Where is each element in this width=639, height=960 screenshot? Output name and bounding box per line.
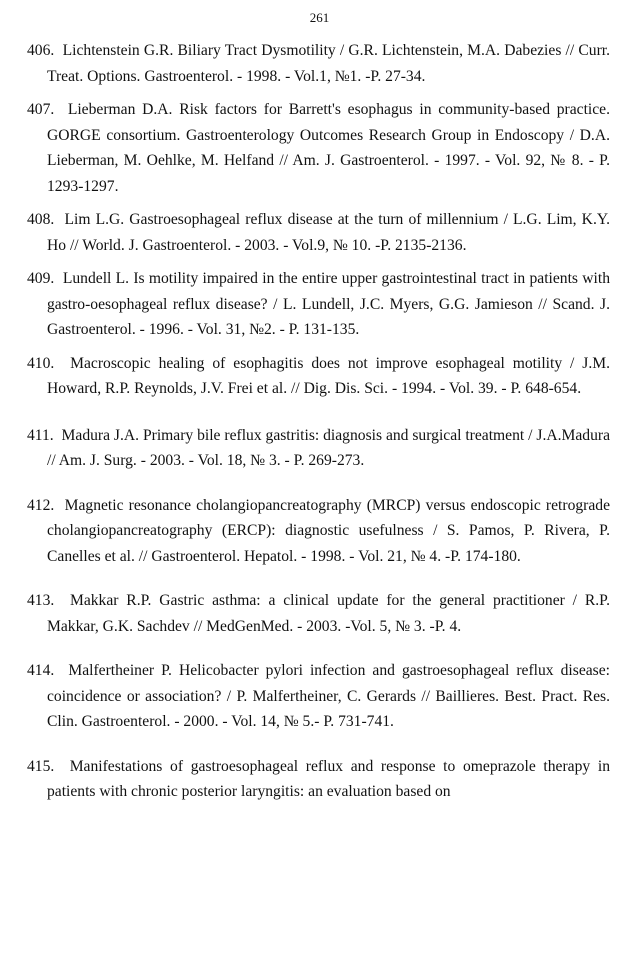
reference-number: 407. [27,101,55,118]
reference-number: 413. [27,592,55,609]
page-number: 261 [309,10,330,25]
reference-text: Manifestations of gastroesophageal reflux and response to omeprazole therapy in patients with chronic posterior laryngitis: an evaluation based on [47,757,611,800]
reference-item [27,38,610,89]
reference-number: 408. [27,211,55,228]
reference-list [27,38,610,805]
reference-text: Makkar R.P. Gastric asthma: a clinical update for the general practitioner / R.P. Makkar, G.K. Sachdev // MedGenMed. - 2003. -Vol. 5, № 3. -P. 4. [47,592,610,635]
reference-item [27,493,610,570]
reference-text: Malfertheiner P. Helicobacter pylori infection and gastroesophageal reflux disease: coincidence or association? / P. Malfertheiner, C. Gerards // Baillieres. Best. Pract. Res. Clin. Gastroenterol. - 2000. - Vol. 14, № 5.- P. 731-741. [47,662,610,730]
reference-item [27,97,610,199]
reference-text: Magnetic resonance cholangiopancreatography (MRCP) versus endoscopic retrograde cholangiopancreatography (ERCP): diagnostic usefulness / S. Pamos, P. Rivera, P. Canelles et al. // Gastroenterol. Hepatol. - 1998. - Vol. 21, № 4. -P. 174-180. [47,496,611,565]
reference-number: 412. [27,496,55,514]
reference-text: Lieberman D.A. Risk factors for Barrett's esophagus in community-based practice. GORGE consortium. Gastroenterology Outcomes Research Group in Endoscopy / D.A. Lieberman, M. Oehlke, M. Helfand // Am. J. Gastroenterol. - 1997. - Vol. 92, № 8. - P. 1293-1297. [47,101,610,195]
reference-item [27,266,610,343]
reference-text: Lim L.G. Gastroesophageal reflux disease at the turn of millennium / L.G. Lim, K.Y. Ho // World. J. Gastroenterol. - 2003. - Vol.9, № 10. -P. 2135-2136. [47,211,610,254]
reference-number: 409. [27,270,55,287]
reference-item [27,351,610,402]
reference-text: Madura J.A. Primary bile reflux gastritis: diagnosis and surgical treatment / J.A.Madura // Am. J. Surg. - 2003. - Vol. 18, № 3. - P. 269-273. [47,426,610,469]
reference-item [27,588,610,639]
reference-text: Lundell L. Is motility impaired in the entire upper gastrointestinal tract in patients with gastro-oesophageal reflux disease? / L. Lundell, J.C. Myers, G.G. Jamieson // Scand. J. Gastroenterol. - 1996. - Vol. 31, №2. - P. 131-135. [47,270,611,338]
reference-item [27,754,610,805]
reference-number: 414. [27,662,55,679]
reference-number: 411. [27,426,54,444]
reference-item [27,658,610,735]
reference-item [27,423,610,474]
reference-number: 415. [27,757,55,775]
reference-number: 406. [27,42,55,59]
reference-item [27,207,610,258]
reference-number: 410. [27,354,55,372]
reference-text: Macroscopic healing of esophagitis does not improve esophageal motility / J.M. Howard, R.P. Reynolds, J.V. Frei et al. // Dig. Dis. Sci. - 1994. - Vol. 39. - P. 648-654. [47,354,610,397]
reference-text: Lichtenstein G.R. Biliary Tract Dysmotility / G.R. Lichtenstein, M.A. Dabezies // Curr. Treat. Options. Gastroenterol. - 1998. - Vol.1, №1. -P. 27-34. [47,42,611,85]
